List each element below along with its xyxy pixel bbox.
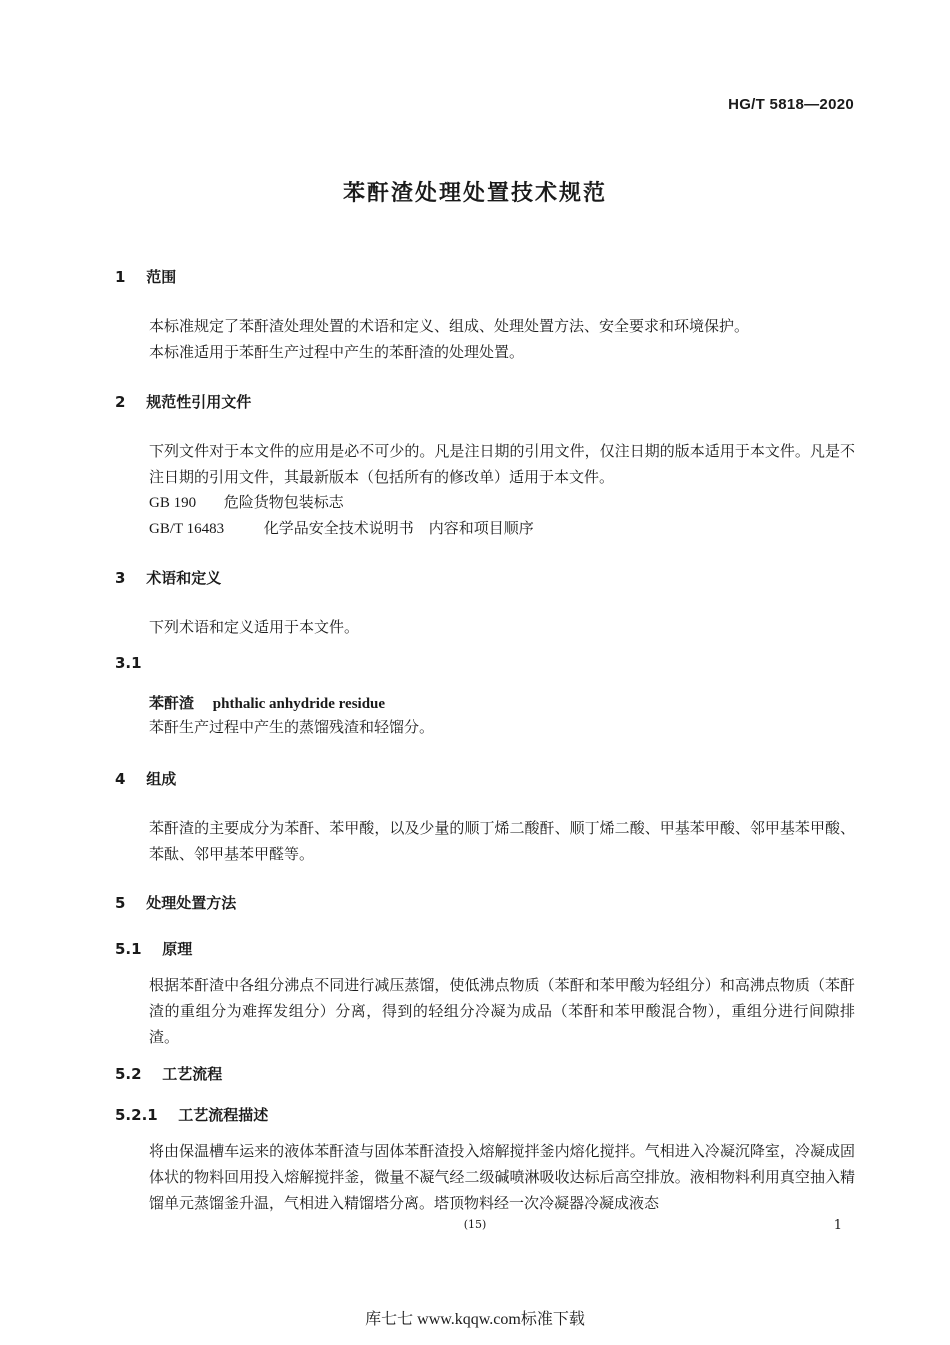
section-1-paragraph-1: 本标准规定了苯酐渣处理处置的术语和定义、组成、处理处置方法、安全要求和环境保护。 (149, 317, 750, 335)
section-5-1-paragraph-1 (115, 972, 855, 1050)
section-number: 3 (115, 569, 126, 587)
page-number: 1 (833, 1218, 842, 1233)
section-5-2-1-heading (115, 1104, 268, 1125)
section-title: 术语和定义 (146, 569, 222, 587)
term-chinese: 苯酐渣 (149, 694, 195, 712)
reference-name: 危险货物包装标志 (223, 493, 344, 511)
reference-item (149, 515, 534, 542)
paragraph-text: 根据苯酐渣中各组分沸点不同进行减压蒸馏，使低沸点物质（苯酐和苯甲酸为轻组分）和高沸点物质（苯酐渣的重组分为难挥发组分）分离，得到的轻组分冷凝为成品（苯酐和苯甲酸混合物），重组分进行间隙排渣。 (149, 976, 855, 1046)
section-5-heading (115, 892, 236, 913)
paragraph-text: 将由保温槽车运来的液体苯酐渣与固体苯酐渣投入熔解搅拌釜内熔化搅拌。气相进入冷凝沉降室，冷凝成固体状的物料回用投入熔解搅拌釜，微量不凝气经二级碱喷淋吸收达标后高空排放。液相物料利用真空抽入精馏单元蒸馏釜升温，气相进入精馏塔分离。塔顶物料经一次冷凝器冷凝成液态 (149, 1142, 855, 1212)
term-english: phthalic anhydride residue (212, 696, 386, 712)
section-3-1-heading (115, 654, 142, 672)
section-3-paragraph-1: 下列术语和定义适用于本文件。 (149, 618, 360, 636)
section-5-1-heading (115, 938, 192, 959)
watermark-footer: 库七七 www.kqqw.com标准下载 (365, 1311, 585, 1328)
section-title: 处理处置方法 (146, 894, 237, 912)
reference-code: GB/T 16483 (149, 521, 225, 537)
section-5-2-1-paragraph-1 (115, 1138, 855, 1216)
section-2-paragraph-1 (115, 438, 855, 490)
reference-item (149, 489, 344, 516)
section-1-heading (115, 266, 176, 287)
term-definition: 苯酐生产过程中产生的蒸馏残渣和轻馏分。 (149, 718, 435, 736)
section-number: 3.1 (115, 654, 142, 672)
section-number: 4 (115, 770, 126, 788)
paragraph-text: 下列文件对于本文件的应用是必不可少的。凡是注日期的引用文件，仅注日期的版本适用于本文件。凡是不注日期的引用文件，其最新版本（包括所有的修改单）适用于本文件。 (149, 442, 855, 486)
section-number: 2 (115, 393, 126, 411)
section-title: 原理 (162, 940, 193, 958)
reference-name: 化学品安全技术说明书 内容和项目顺序 (263, 519, 534, 537)
section-2-heading (115, 391, 251, 412)
document-title: 苯酐渣处理处置技术规范 (342, 181, 607, 206)
section-number: 5 (115, 894, 126, 912)
section-number: 5.2.1 (115, 1106, 158, 1124)
section-title: 规范性引用文件 (146, 393, 252, 411)
section-title: 工艺流程 (162, 1065, 223, 1083)
section-1-paragraph-2: 本标准适用于苯酐生产过程中产生的苯酐渣的处理处置。 (149, 343, 525, 361)
reference-code: GB 190 (149, 495, 197, 511)
section-5-2-heading (115, 1063, 222, 1084)
section-4-paragraph-1 (115, 815, 855, 867)
section-title: 范围 (146, 268, 177, 286)
standard-code: HG/T 5818—2020 (728, 96, 854, 113)
section-number: 1 (115, 268, 126, 286)
section-number: 5.1 (115, 940, 142, 958)
paragraph-text: 苯酐渣的主要成分为苯酐、苯甲酸，以及少量的顺丁烯二酸酐、顺丁烯二酸、甲基苯甲酸、邻甲基苯甲酸、苯酞、邻甲基苯甲醛等。 (149, 819, 855, 863)
section-title: 工艺流程描述 (178, 1106, 269, 1124)
section-4-heading (115, 768, 176, 789)
term-entry (149, 690, 385, 717)
page-center-mark: (15) (463, 1218, 487, 1231)
section-3-heading (115, 567, 221, 588)
section-title: 组成 (146, 770, 177, 788)
section-number: 5.2 (115, 1065, 142, 1083)
